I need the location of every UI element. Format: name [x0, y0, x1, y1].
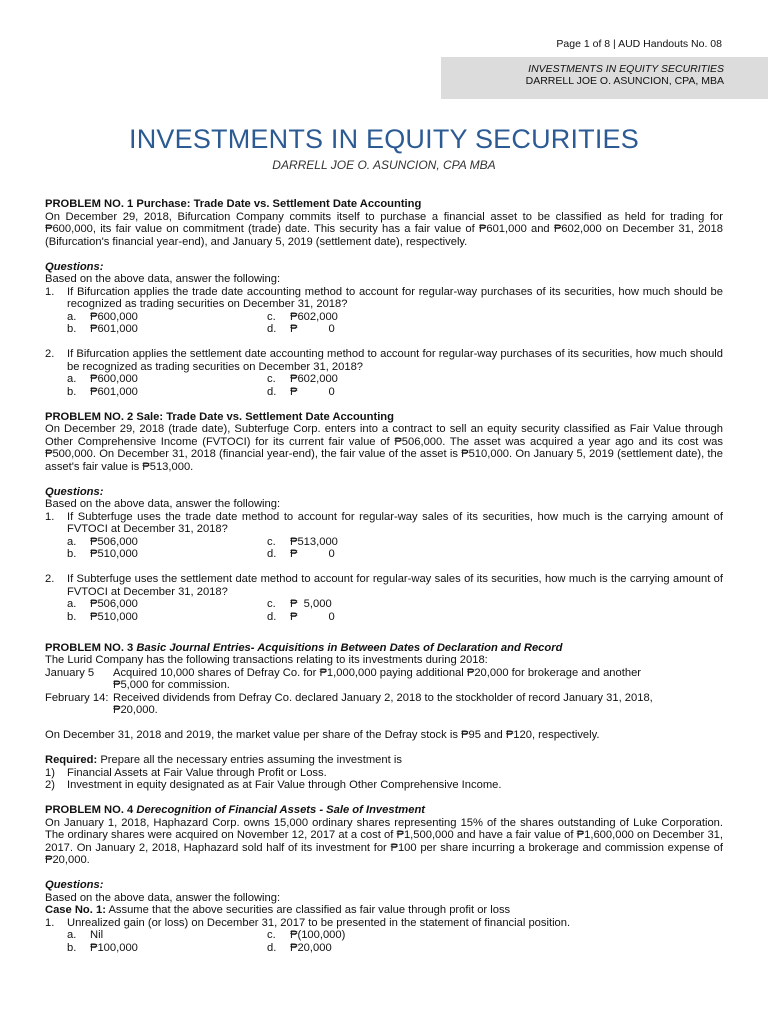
option-a: Nil [90, 929, 104, 941]
question-text: If Subterfuge uses the trade date method to account for regular-way sales of its securities, how much is the carrying amount of FVTOCI at December 31, 2018? [67, 510, 723, 535]
questions-intro: Based on the above data, answer the following: [45, 273, 281, 285]
page-number: Page 1 of 8 | AUD Handouts No. 08 [556, 38, 722, 50]
transaction-continued: ₱20,000. [113, 704, 158, 716]
problem-2-heading: PROBLEM NO. 2 Sale: Trade Date vs. Settlement Date Accounting [45, 410, 394, 423]
option-b: ₱100,000 [90, 941, 138, 954]
question-item [45, 348, 723, 373]
problem-3-heading: PROBLEM NO. 3 Basic Journal Entries- Acquisitions in Between Dates of Declaration and Record [45, 641, 563, 654]
question-text: If Subterfuge uses the settlement date method to account for regular-way sales of its securities, how much is the carrying amount of FVTOCI at December 31, 2018? [67, 573, 723, 598]
question-item [45, 511, 723, 536]
problem-3-intro: The Lurid Company has the following transactions relating to its investments during 2018: [45, 654, 488, 666]
answer-options: a. ₱506,000 c. ₱ 5,000 b. ₱510,000 d. ₱ 0 [67, 598, 335, 623]
option-a: ₱506,000 [90, 598, 138, 610]
question-text: Unrealized gain (or loss) on December 31, 2017 to be presented in the statement of financial position. [67, 916, 571, 929]
questions-label: Questions: [45, 485, 104, 498]
option-b: ₱601,000 [90, 323, 138, 335]
question-text: If Bifurcation applies the trade date accounting method to account for regular-way purchases of its securities, how much should be recognized as trading securities on December 31, 2018? [67, 285, 723, 310]
option-d: ₱ 0 [290, 610, 335, 623]
header-box-author: DARRELL JOE O. ASUNCION, CPA, MBA [525, 75, 724, 87]
option-c: ₱ 5,000 [290, 598, 332, 610]
handout-content [45, 198, 723, 954]
transaction-date: February 14: [45, 691, 109, 704]
option-c: ₱602,000 [290, 373, 338, 385]
required-line: Required: Prepare all the necessary entries assuming the investment is [45, 754, 402, 766]
question-text: If Bifurcation applies the settlement date accounting method to account for regular-way purchases of its securities, how much should be recognized as trading securities on December 31, 2018? [67, 348, 723, 373]
problem-1-body: On December 29, 2018, Bifurcation Company commits itself to purchase a financial asset to be classified as held for trading for ₱600,000, its fair value on commitment (trade) date. This security has a fair value of ₱601,000 and ₱602,000 on December 31, 2018 (Bifurcation's financial year-end), and January 5, 2019 (settlement date), respectively. [45, 210, 723, 248]
required-item: 1) Financial Assets at Fair Value through Profit or Loss. [45, 766, 327, 779]
option-d: ₱ 0 [290, 548, 335, 560]
questions-intro: Based on the above data, answer the following: [45, 498, 281, 510]
option-a: ₱600,000 [90, 310, 138, 323]
transaction-continued: ₱5,000 for commission. [113, 679, 230, 691]
answer-options: a. Nil c. ₱(100,000) b. ₱100,000 d. ₱20,000 [67, 929, 346, 954]
header-box-title: INVESTMENTS IN EQUITY SECURITIES [528, 63, 724, 75]
questions-intro: Based on the above data, answer the following: [45, 891, 281, 904]
question-number: 1. [45, 510, 55, 523]
market-value-note: On December 31, 2018 and 2019, the market value per share of the Defray stock is ₱95 and ₱120, respectively. [45, 729, 600, 741]
transaction-text: Received dividends from Defray Co. declared January 2, 2018 to the stockholder of record January 31, 2018, [113, 691, 653, 704]
option-d: ₱20,000 [290, 941, 332, 954]
option-a: ₱506,000 [90, 535, 138, 548]
question-item [45, 573, 723, 598]
question-item [45, 286, 723, 311]
problem-4-body: On January 1, 2018, Haphazard Corp. owns 15,000 ordinary shares representing 15% of the shares outstanding of Luke Corporation. The ordinary shares were acquired on November 12, 2017 at a cost of ₱1,500,000 and have a fair value of ₱1,600,000 on December 31, 2017. On January 2, 2018, Haphazard sold half of its investment for ₱100 per share incurring a brokerage and commission expense of ₱20,000. [45, 816, 723, 866]
option-c: ₱513,000 [290, 535, 338, 548]
page-title: INVESTMENTS IN EQUITY SECURITIES [129, 124, 639, 154]
question-number: 1. [45, 916, 55, 929]
option-d: ₱ 0 [290, 385, 335, 398]
problem-1-heading: PROBLEM NO. 1 Purchase: Trade Date vs. Settlement Date Accounting [45, 198, 422, 210]
transaction-row [45, 692, 723, 705]
page-subtitle: DARRELL JOE O. ASUNCION, CPA MBA [272, 158, 496, 172]
option-b: ₱510,000 [90, 610, 138, 623]
header-box [441, 57, 768, 99]
question-number: 2. [45, 573, 55, 585]
answer-options: a. ₱600,000 c. ₱602,000 b. ₱601,000 d. ₱ 0 [67, 373, 338, 398]
questions-label: Questions: [45, 879, 104, 891]
question-item [45, 917, 723, 930]
case-line: Case No. 1: Assume that the above securities are classified as fair value through profit or loss [45, 904, 511, 916]
transaction-date: January 5 [45, 666, 95, 679]
question-number: 1. [45, 285, 55, 298]
required-item: 2) Investment in equity designated as at Fair Value through Other Comprehensive Income. [45, 779, 502, 791]
problem-4-heading: PROBLEM NO. 4 Derecognition of Financial Assets - Sale of Investment [45, 804, 426, 816]
question-number: 2. [45, 348, 55, 360]
option-c: ₱(100,000) [290, 929, 346, 941]
transaction-text: Acquired 10,000 shares of Defray Co. for ₱1,000,000 paying additional ₱20,000 for brokerage and another [113, 666, 642, 679]
problem-2-body: On December 29, 2018 (trade date), Subterfuge Corp. enters into a contract to sell an equity security classified as Fair Value through Other Comprehensive Income (FVTOCI) for its current fair value of ₱506,000. The asset was acquired a year ago and its cost was ₱500,000. On December 31, 2018 (financial year-end), the fair value of the asset is ₱510,000. On January 5, 2019 (settlement date), the asset's fair value is ₱513,000. [45, 423, 723, 473]
option-a: ₱600,000 [90, 373, 138, 385]
option-b: ₱601,000 [90, 385, 138, 398]
transaction-row [45, 667, 723, 680]
answer-options: a. ₱600,000 c. ₱602,000 b. ₱601,000 d. ₱ 0 [67, 310, 338, 335]
answer-options: a. ₱506,000 c. ₱513,000 b. ₱510,000 d. ₱ 0 [67, 535, 338, 560]
option-c: ₱602,000 [290, 310, 338, 323]
option-d: ₱ 0 [290, 323, 335, 335]
option-b: ₱510,000 [90, 548, 138, 560]
questions-label: Questions: [45, 260, 104, 273]
